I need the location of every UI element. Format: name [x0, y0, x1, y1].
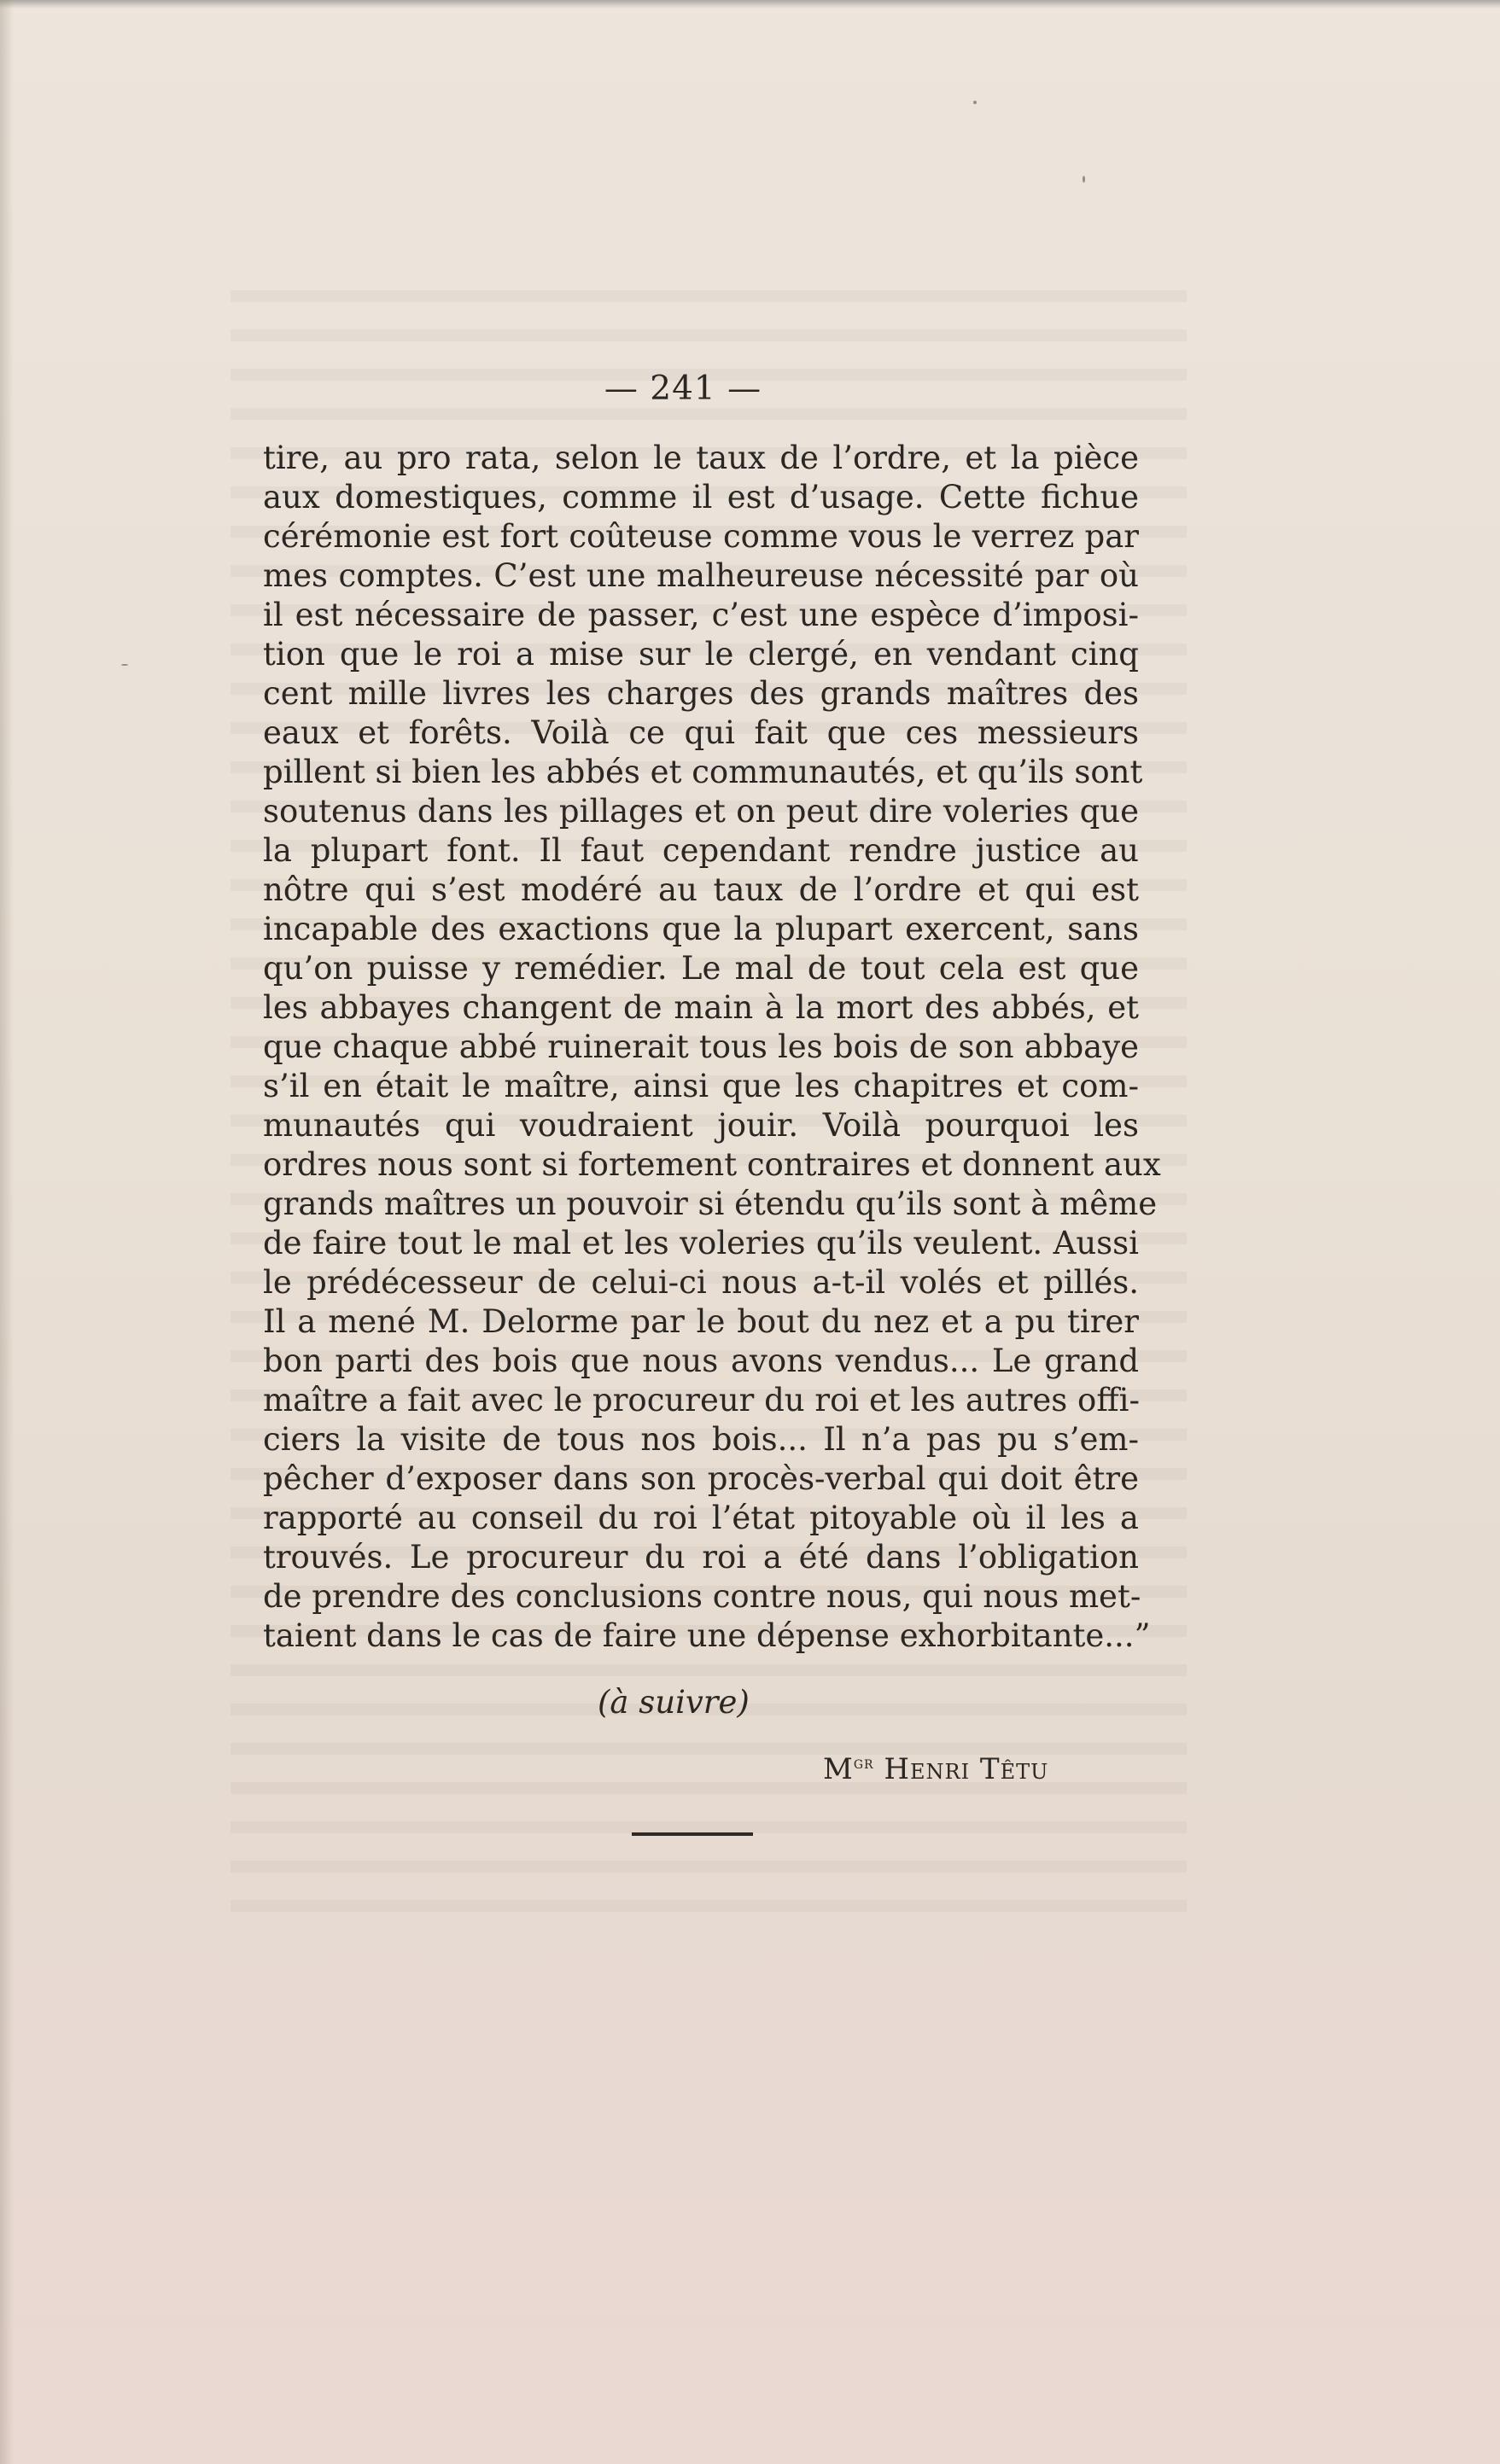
text-line: ciers la visite de tous nos bois... Il n’a pas pu s’em-	[263, 1421, 1139, 1458]
closing-rule	[632, 1832, 753, 1836]
text-line: tire, au pro rata, selon le taux de l’ordre, et la pièce	[263, 440, 1139, 476]
text-line: munautés qui voudraient jouir. Voilà pourquoi les	[263, 1107, 1139, 1144]
text-line: rapporté au conseil du roi l’état pitoyable où il les a	[263, 1500, 1139, 1536]
text-line: nôtre qui s’est modéré au taux de l’ordre et qui est	[263, 871, 1139, 908]
text-line: tion que le roi a mise sur le clergé, en vendant cinq	[263, 636, 1139, 673]
signature-name: Henri Têtu	[884, 1752, 1049, 1786]
text-line: taient dans le cas de faire une dépense exhorbitante...”	[263, 1617, 1151, 1654]
text-line: bon parti des bois que nous avons vendus... Le grand	[263, 1343, 1139, 1379]
text-line: il est nécessaire de passer, c’est une espèce d’imposi-	[263, 597, 1139, 633]
text-line: qu’on puisse y remédier. Le mal de tout cela est que	[263, 950, 1139, 987]
text-line: la plupart font. Il faut cependant rendre justice au	[263, 832, 1139, 869]
text-line: eaux et forêts. Voilà ce qui fait que ces messieurs	[263, 714, 1139, 751]
paper-speck	[973, 101, 977, 104]
signature-title: M	[823, 1752, 854, 1786]
text-line: Il a mené M. Delorme par le bout du nez et a pu tirer	[263, 1303, 1139, 1340]
paper-speck	[121, 664, 128, 666]
text-line: cérémonie est fort coûteuse comme vous le verrez par	[263, 518, 1139, 555]
text-line: ordres nous sont si fortement contraires et donnent aux	[263, 1146, 1161, 1183]
text-line: les abbayes changent de main à la mort des abbés, et	[263, 989, 1139, 1026]
text-line: que chaque abbé ruinerait tous les bois de son abbaye	[263, 1028, 1139, 1065]
text-line: s’il en était le maître, ainsi que les chapitres et com-	[263, 1068, 1139, 1104]
continuation-note: (à suivre)	[598, 1684, 750, 1721]
text-line: pillent si bien les abbés et communautés, et qu’ils sont	[263, 754, 1143, 790]
text-line: grands maîtres un pouvoir si étendu qu’ils sont à même	[263, 1185, 1158, 1222]
text-line: cent mille livres les charges des grands maîtres des	[263, 675, 1139, 712]
body-text	[263, 439, 1161, 1656]
text-line: de faire tout le mal et les voleries qu’ils veulent. Aussi	[263, 1225, 1139, 1261]
scan-top-edge	[0, 0, 1500, 9]
signature-title-superscript: gr	[853, 1752, 874, 1773]
text-line: aux domestiques, comme il est d’usage. Cette fichue	[263, 479, 1139, 516]
paper-speck	[1083, 176, 1085, 183]
text-line: de prendre des conclusions contre nous, qui nous met-	[263, 1578, 1141, 1615]
text-line: trouvés. Le procureur du roi a été dans l’obligation	[263, 1539, 1139, 1576]
text-line: soutenus dans les pillages et on peut dire voleries que	[263, 793, 1139, 830]
text-line: maître a fait avec le procureur du roi et les autres offi-	[263, 1382, 1140, 1418]
page-number: — 241 —	[604, 370, 762, 408]
text-line: mes comptes. C’est une malheureuse nécessité par où	[263, 557, 1139, 594]
text-line: incapable des exactions que la plupart exercent, sans	[263, 911, 1139, 947]
author-signature	[823, 1741, 1048, 1791]
text-line: le prédécesseur de celui-ci nous a-t-il volés et pillés.	[263, 1264, 1139, 1301]
text-line: pêcher d’exposer dans son procès-verbal qui doit être	[263, 1460, 1139, 1497]
